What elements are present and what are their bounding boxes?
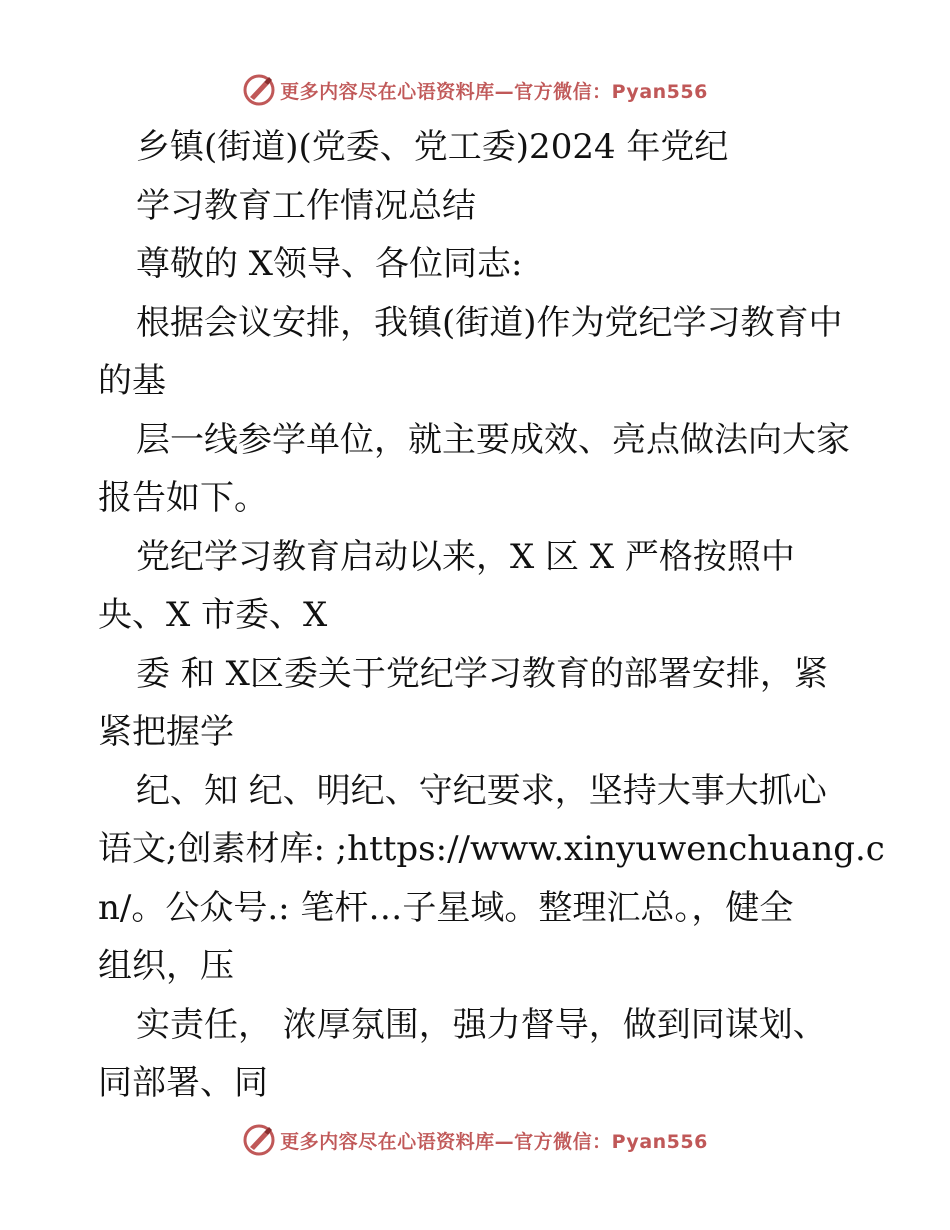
text-line: 紧把握学: [98, 712, 234, 752]
text-line: 纪、知 纪、明纪、守纪要求，坚持大事大抓心: [136, 770, 827, 811]
text-line: 同部署、同: [98, 1063, 268, 1103]
text-line: 根据会议安排，我镇(街道)作为党纪学习教育中: [136, 302, 843, 343]
footer-watermark-banner: [0, 1120, 950, 1160]
brush-logo-icon: [242, 1123, 276, 1157]
text-line: 层一线参学单位，就主要成效、亮点做法向大家: [136, 419, 850, 460]
text-line: 央、X 市委、X: [98, 595, 328, 635]
text-line: 乡镇(街道)(党委、党工委)2024 年党纪: [136, 127, 729, 167]
text-line: 语文;创素材库: ;https://www.xinyuwenchuang.c: [98, 829, 885, 869]
text-line: 实责任， 浓厚氛围，强力督导，做到同谋划、: [136, 1004, 827, 1045]
text-line: n/。公众号.: 笔杆…子星域。整理汇总。，健全: [98, 887, 794, 928]
header-watermark-banner: [0, 70, 950, 110]
text-line: 的基: [98, 361, 166, 401]
brush-logo-icon: [242, 73, 276, 107]
text-line: 学习教育工作情况总结: [136, 185, 476, 226]
text-line: 委 和 X区委关于党纪学习教育的部署安排，紧: [136, 653, 828, 694]
text-line: 党纪学习教育启动以来，X 区 X 严格按照中: [136, 536, 795, 577]
document-body: [98, 118, 885, 1113]
watermark-text: 更多内容尽在心语资料库—官方微信：Pyan556: [280, 80, 708, 103]
text-line: 尊敬的 X领导、各位同志:: [136, 244, 523, 284]
watermark-text: 更多内容尽在心语资料库—官方微信：Pyan556: [280, 1130, 708, 1153]
text-line: 报告如下。: [98, 478, 268, 518]
text-line: 组织，压: [98, 946, 234, 986]
